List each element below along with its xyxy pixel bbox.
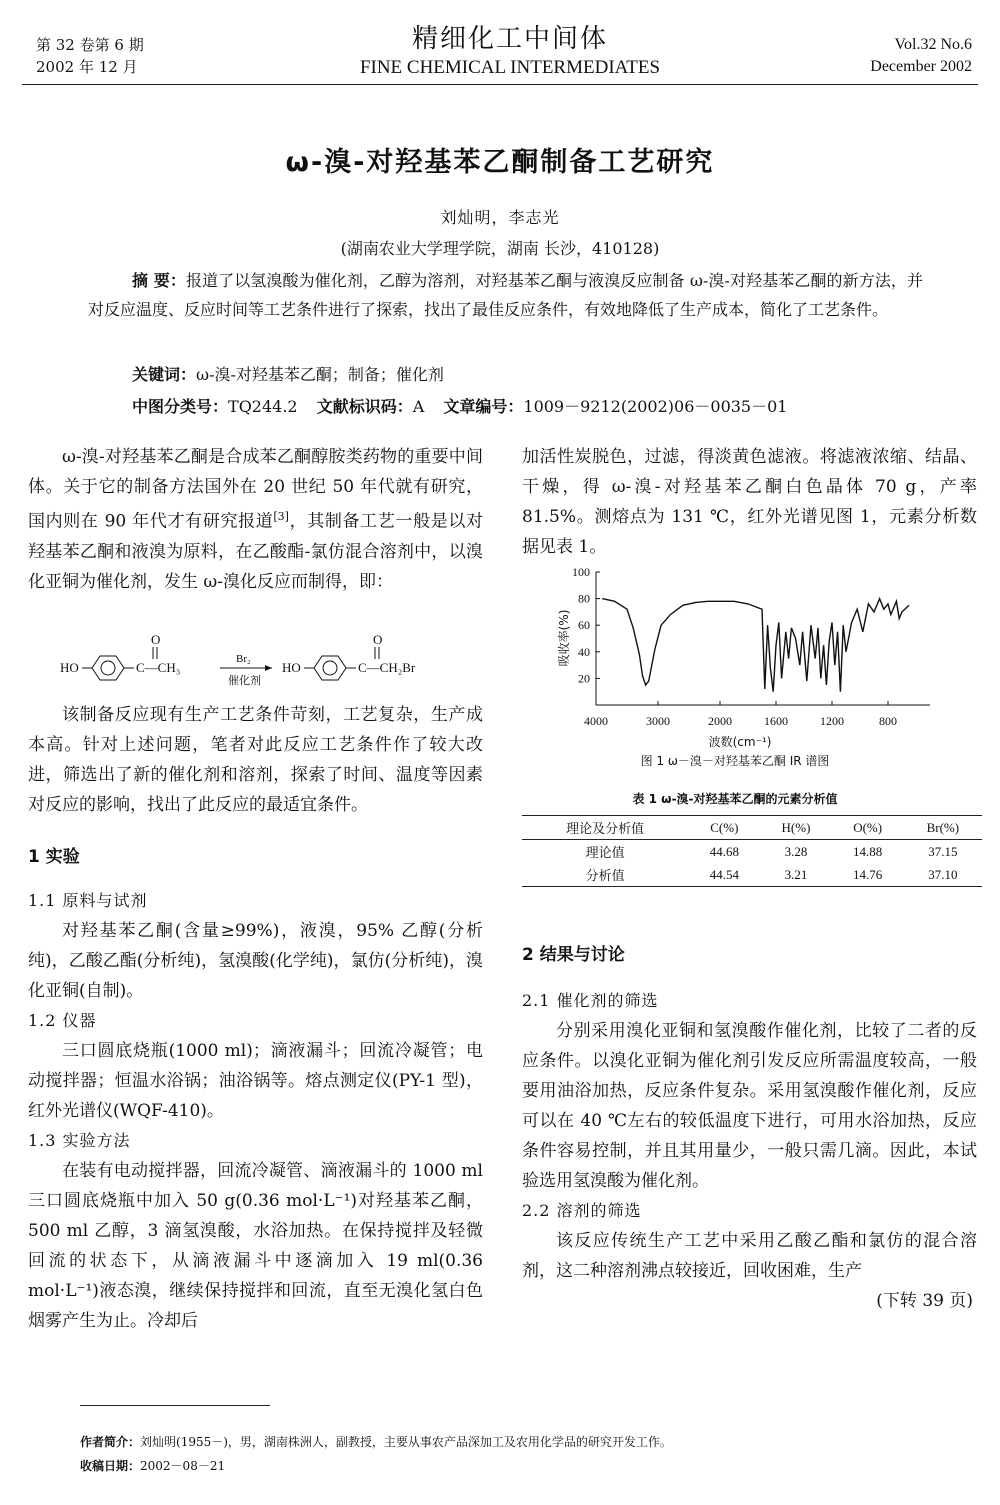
received-date-text: 2002－08－21 — [140, 1459, 226, 1473]
elemental-analysis-table — [522, 815, 982, 887]
table-caption: 表 1 ω-溴-对羟基苯乙酮的元素分析值 — [632, 792, 838, 806]
table-header-cell: 理论及分析值 — [566, 821, 645, 836]
table-cell: 44.54 — [709, 866, 739, 882]
clc-label: 中图分类号： — [132, 397, 229, 416]
table-cell: 3.28 — [784, 843, 808, 859]
table-row — [522, 840, 982, 864]
intro-text-2: ，其制备工艺一般是以对羟基苯乙酮和液溴为原料，在乙酸酯-氯仿混合溶剂中，以溴化亚铜为催化剂，发生 ω-溴化反应而制得，即： — [28, 511, 483, 592]
reaction-scheme — [60, 632, 500, 692]
table-cell: 14.76 — [853, 866, 883, 882]
clc-value: TQ244.2 — [228, 397, 298, 416]
header-volume-en — [870, 34, 972, 78]
section-2-heading: 2 结果与讨论 — [522, 945, 625, 965]
paper-affiliation: (湖南农业大学理学院，湖南 长沙，410128) — [340, 239, 660, 258]
paper-title: ω-溴-对羟基苯乙酮制备工艺研究 — [285, 147, 715, 178]
section-2-2-heading: 2.2 溶剂的筛选 — [522, 1201, 642, 1220]
abstract-label: 摘 要： — [132, 271, 186, 290]
ir-series-line — [602, 599, 909, 692]
header-rule — [22, 84, 978, 85]
table-cell: 理论值 — [585, 845, 625, 860]
section-1-3-heading: 1.3 实验方法 — [28, 1131, 131, 1150]
product-benzene-ring — [314, 656, 346, 680]
journal-name-en: FINE CHEMICAL INTERMEDIATES — [359, 57, 661, 78]
table-header-row — [522, 816, 982, 840]
y-tick-label: 20 — [578, 671, 590, 686]
journal-name-cn: 精细化工中间体 — [411, 24, 608, 54]
table-cell: 分析值 — [585, 868, 625, 883]
table-cell: 3.21 — [784, 866, 808, 882]
product-hydroxy: HO — [282, 660, 301, 675]
x-tick-label: 800 — [879, 714, 897, 728]
x-tick-label: 1200 — [820, 714, 844, 728]
table-cell: 37.15 — [928, 843, 958, 859]
keywords — [132, 360, 444, 389]
x-axis-label: 波数(cm⁻¹) — [708, 735, 772, 749]
table-header-cell: C(%) — [710, 819, 739, 835]
classification-line — [132, 392, 801, 421]
intro-text-1: ω-溴-对羟基苯乙酮是合成苯乙酮醇胺类药物的重要中间体。关于它的制备方法国外在 20 世纪 50 年代就有研究，国内则在 90 年代才有研究报道 — [28, 447, 483, 532]
date-en: December 2002 — [870, 58, 972, 75]
reactant-benzene-ring — [92, 656, 124, 680]
product-carbonyl-o: O — [373, 632, 383, 647]
y-axis-label: 吸收率(%) — [557, 609, 571, 667]
right-column-main — [522, 940, 977, 1316]
article-number-label: 文章编号： — [443, 397, 524, 416]
reactant-acetyl: C—CH₃ — [136, 660, 181, 675]
keywords-text: ω-溴-对羟基苯乙酮；制备；催化剂 — [196, 365, 444, 384]
author-bio-label: 作者简介： — [80, 1435, 141, 1449]
reactant-carbonyl-o: O — [151, 632, 161, 647]
reactant-hydroxy: HO — [60, 660, 79, 675]
x-tick-label: 2000 — [708, 714, 732, 728]
method-paragraph: 在装有电动搅拌器，回流冷凝管、滴液漏斗的 1000 ml 三口圆底烧瓶中加入 50 g(0.36 mol·L⁻¹)对羟基苯乙酮，500 ml 乙醇，3 滴氢溴酸，水浴加热。在保持搅拌及轻微回流的状态下，从滴液漏斗中逐滴加入 19 ml(0.36 mol·L⁻¹)液态溴，继续保持搅拌和回流，直至无溴化氢白色烟雾产生为止。冷却后 — [28, 1161, 483, 1331]
ir-spectrum-chart — [520, 560, 950, 775]
table-header-cell: Br(%) — [926, 819, 960, 835]
y-tick-label: 80 — [578, 591, 590, 606]
reagent-bromine: Br₂ — [236, 653, 251, 665]
problem-paragraph: 该制备反应现有生产工艺条件苛刻，工艺复杂，生产成本高。针对上述问题，笔者对此反应工艺条件作了较大改进，筛选出了新的催化剂和溶剂，探索了时间、温度等因素对反应的影响，找出了此反应的最适宜条件。 — [28, 705, 483, 815]
materials-paragraph: 对羟基苯乙酮(含量≥99%)，液溴，95% 乙醇(分析纯)，乙酸乙酯(分析纯)，氢溴酸(化学纯)，氯仿(分析纯)，溴化亚铜(自制)。 — [28, 921, 483, 1001]
section-1-heading: 1 实验 — [28, 847, 80, 867]
date-cn: 2002 年 12 月 — [36, 58, 138, 76]
received-date-label: 收稿日期： — [80, 1459, 141, 1473]
table-row — [522, 863, 982, 887]
product-bromoacetyl: C—CH₂Br — [358, 660, 416, 675]
doc-code-label: 文献标识码： — [316, 397, 413, 416]
abstract — [88, 266, 923, 324]
header-volume-cn — [36, 34, 144, 78]
x-tick-label: 4000 — [584, 714, 608, 728]
intro-paragraph — [28, 442, 483, 597]
left-column-intro — [28, 442, 483, 597]
instruments-paragraph: 三口圆底烧瓶(1000 ml)；滴液漏斗；回流冷凝管；电动搅拌器；恒温水浴锅；油浴锅等。熔点测定仪(PY-1 型)，红外光谱仪(WQF-410)。 — [28, 1041, 483, 1121]
x-tick-label: 1600 — [764, 714, 788, 728]
figure-caption: 图 1 ω－溴－对羟基苯乙酮 IR 谱图 — [640, 754, 830, 768]
y-tick-label: 40 — [578, 644, 590, 659]
article-number-value: 1009－9212(2002)06－0035－01 — [523, 397, 788, 416]
volume-issue-en: Vol.32 No.6 — [894, 36, 972, 53]
section-1-2-heading: 1.2 仪器 — [28, 1011, 97, 1030]
table-header-cell: H(%) — [781, 819, 811, 835]
y-tick-label: 60 — [578, 618, 590, 633]
left-column-main — [28, 700, 483, 1336]
footnote-rule — [80, 1405, 270, 1406]
doc-code-value: A — [412, 397, 425, 416]
table-cell: 44.68 — [709, 843, 739, 859]
author-bio-text: 刘灿明(1955－)，男，湖南株洲人，副教授，主要从事农产品深加工及农用化学品的研究开发工作。 — [140, 1435, 672, 1449]
section-2-1-heading: 2.1 催化剂的筛选 — [522, 991, 659, 1010]
paper-authors: 刘灿明，李志光 — [440, 208, 560, 227]
volume-issue-cn: 第 32 卷第 6 期 — [36, 36, 144, 54]
table-cell: 37.10 — [928, 866, 958, 882]
x-tick-label: 3000 — [646, 714, 670, 728]
y-tick-label: 100 — [572, 565, 590, 579]
right-column-top — [522, 442, 977, 562]
received-date — [80, 1456, 225, 1476]
catalyst-paragraph: 分别采用溴化亚铜和氢溴酸作催化剂，比较了二者的反应条件。以溴化亚铜为催化剂引发反应所需温度较高，一般要用油浴加热，反应条件复杂。采用氢溴酸作催化剂，反应可以在 40 ℃左右的较低温度下进行，可用水浴加热，反应条件容易控制，并且其用量少，一般只需几滴。因此，本试验选用氢溴酸为催化剂。 — [522, 1021, 977, 1191]
table-cell: 14.88 — [853, 843, 883, 859]
author-bio — [80, 1432, 672, 1452]
solvent-paragraph: 该反应传统生产工艺中采用乙酸乙酯和氯仿的混合溶剂，这二种溶剂沸点较接近，回收困难，生产 — [522, 1231, 977, 1281]
result-paragraph: 加活性炭脱色，过滤，得淡黄色滤液。将滤液浓缩、结晶、干燥，得 ω-溴-对羟基苯乙酮白色晶体 70 g，产率 81.5%。测熔点为 131 ℃，红外光谱见图 1，元素分析数据见表 1。 — [522, 447, 977, 557]
reference-mark: [3] — [273, 510, 289, 523]
abstract-text: 报道了以氢溴酸为催化剂，乙醇为溶剂，对羟基苯乙酮与液溴反应制备 ω-溴-对羟基苯乙酮的新方法，并对反应温度、反应时间等工艺条件进行了探索，找出了最佳反应条件，有效地降低了生产成本，简化了工艺条件。 — [88, 271, 923, 319]
reagent-catalyst: 催化剂 — [228, 674, 261, 687]
continued-note: (下转 39 页) — [876, 1291, 973, 1311]
section-1-1-heading: 1.1 原料与试剂 — [28, 891, 148, 910]
table-header-cell: O(%) — [853, 819, 883, 835]
header-journal — [300, 22, 720, 80]
keywords-label: 关键词： — [132, 365, 197, 384]
